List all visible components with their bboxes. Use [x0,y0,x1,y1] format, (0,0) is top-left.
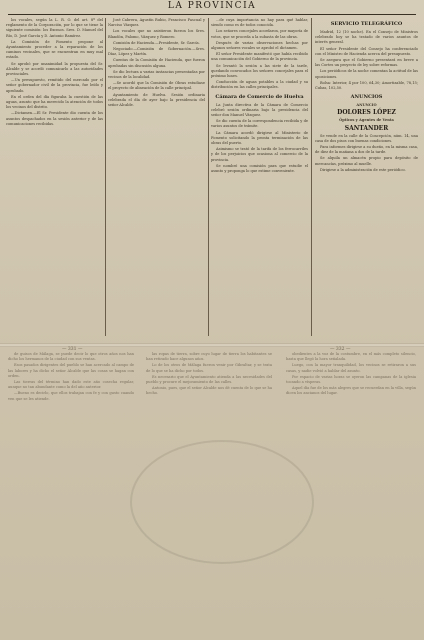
column-1 [6,18,103,336]
lower-column-1 [8,352,134,634]
column-4 [315,18,418,336]
paragraph: Se levantó la sesión a las siete de la tarde, quedando convocados los señores concejales para el próximo lunes. [211,63,308,79]
archive-watermark [130,440,314,564]
paragraph: Los vocales que no asistieron fueron los Sres. Blandón, Palomo, Vázquez y Romero. [108,29,205,39]
page-number-left: — 331 — [62,347,83,352]
paragraph: Negociado.—Comisión de Gobernación.—Sres. Díaz, López y Martín. [108,47,205,57]
ad-santander: SANTANDER [344,124,389,132]
paragraph: El señor Presidente del Consejo ha conferenciado con el Ministro de Hacienda acerca del presupuesto. [315,46,418,56]
paragraph: Asimismo se trató de la tarifa de los ferrocarriles y de los perjuicios que ocasiona al comercio de la provincia. [211,147,308,162]
column-4-body [211,103,308,175]
paragraph: Los señores concejales acordaron, por mayoría de votos, que se proceda a la subasta de las obras. [211,29,308,39]
paragraph: Los periódicos de la noche comentan la actitud de las oposiciones. [315,69,418,79]
column-divider [311,18,312,336]
paragraph: —Dictamen.—El Sr. Presidente dio cuenta de los asuntos despachados en la sesión anterior y de las comunicaciones recibidas. [6,111,103,126]
paragraph: Bolsa: Interior, 4 por 100, 64,30; Amortizable, 78,15; Cubas, 102,50. [315,80,418,91]
page-number-right: — 332 — [330,347,351,352]
paragraph: —Un presupuesto, remitido del mercado por el señor gobernador civil de la provincia, fue leído y aprobado. [6,78,103,93]
paragraph: —Bueno es decirlo, que ellos trabajan con fe y con gusto cuando ven que se les atiende. [8,391,134,401]
column-divider [105,18,106,336]
paragraph: Para informes dirigirse a su dueño, en la misma casa, de diez de la mañana a dos de la tarde. [315,145,418,155]
lower-column-2-body [146,352,272,397]
lower-column-3-body [286,352,416,397]
paragraph: José Cabrera, Agustín Rubio, Francisco Pascual y Narciso Vázquez. [108,18,205,28]
column-6-body [315,134,418,173]
lower-column-1-body [8,352,134,402]
paragraph: Se dio lectura a varias instancias presentadas por vecinos de la localidad. [108,69,205,80]
section-heading-telegramas: SERVICIO TELEGRÁFICO [330,21,403,27]
top-rule [8,14,416,15]
paragraph: los vocales, según la L. R. O. del art. 8º del reglamento de la Corporación, por lo que se tiene la siguiente comisión: los Excmos. Sres. D. Manuel del Río, D. José García y D. Antonio Ramírez. [6,18,103,38]
paragraph: Se alquila un almacén propio para depósito de mercancías, próximo al muelle. [315,156,418,166]
column-3-body [211,18,308,91]
paragraph: Aquel día fue de los más alegres que se recuerdan en la villa, según dicen los ancianos del lugar. [286,386,416,396]
masthead: LA PROVINCIA [167,1,257,11]
paragraph: Antonio, pues, que el señor Alcalde nos dé cuenta de lo que se ha hecho. [146,386,272,396]
column-5-body [315,30,418,91]
section-heading-anuncios: ANUNCIOS [350,94,383,101]
paragraph: Dirigirse a la administración de este periódico. [320,167,406,172]
paragraph: las ropas de tierra, sobre cuyo lugar de tierra los habitantes se han retirado hace algunos años. [146,352,272,362]
column-3 [211,18,308,336]
paragraph: Se nombró una comisión para que estudie el asunto y proponga lo que estime conveniente. [211,163,308,174]
paragraph: Se dio cuenta de la correspondencia recibida y de varios asuntos de trámite. [211,119,308,129]
ad-title: ANUNCIO [356,103,377,108]
section-heading-comercio: Cámara de Comercio de Huelva [215,93,304,100]
paragraph: Se asegura que el Gobierno presentará en breve a las Cortes un proyecto de ley sobre reformas. [315,58,418,68]
paragraph: Por espacio de varias horas se oyeron las campanas de la iglesia tocando a vísperas. [286,374,416,385]
paragraph: Después de varias observaciones hechas por algunos señores vocales se aprobó el dictamen. [211,40,308,51]
paragraph: Comisión de Hacienda.—Presidente, Sr. García. [113,40,200,45]
paragraph: Es necesario que el Ayuntamiento atienda a las necesidades del pueblo y procure el mejoramiento de las calles. [146,374,272,385]
column-divider [208,18,209,336]
paragraph: obedientes a la voz de la costumbre, en el más completo silencio, hasta que llegó la hora señalada. [286,352,416,362]
paragraph: ...de cuya importancia no hay para qué hablar, siendo como es de todos conocida. [211,18,308,28]
paragraph: Se vende en la calle de la Concepción, núm. 14, una casa de dos pisos con buenas condiciones. [315,133,418,143]
column-2 [108,18,205,336]
paragraph: Conducción de aguas potables a la ciudad y su distribución en las calles principales. [211,80,308,90]
ad-dolores-name: DOLORES LÓPEZ [337,109,396,117]
paragraph: —Se acordó que la Comisión de Obras estudiase el proyecto de alineación de la calle principal. [108,81,205,91]
paragraph: Esos pasados dirigentes del pueblo se han acercado al campo de las labores y ha dicho el señor Alcalde que las cosas se hagan con orden. [8,363,134,378]
paragraph: El señor Presidente manifestó que había recibido una comunicación del Gobierno de la provincia. [211,52,308,62]
paragraph: La Comisión de Fomento propone al Ayuntamiento proceder a la reparación de los caminos vecinales, que se encuentran en muy mal estado. [6,39,103,60]
paragraph: Luego, con la mayor tranquilidad, los vecinos se retiraron a sus casas, y nadie volvió a hablar del asunto. [286,363,416,373]
paragraph: Madrid, 12 (10 noche). En el Consejo de Ministros celebrado hoy se ha tratado de varios asuntos de interés general. [315,30,418,45]
paragraph: Cuentas de la Comisión de Hacienda, que fueron aprobadas sin discusión alguna. [108,58,205,68]
ad-dolores-line: Ópticos y Agentes de Venta [339,118,394,123]
paragraph: La Cámara acordó dirigirse al Ministerio de Fomento solicitando la pronta terminación de las obras del puerto. [211,130,308,146]
paragraph: Se aprobó por unanimidad la propuesta del Sr. Alcalde y se acordó comunicarlo a las autoridades provinciales. [6,61,103,77]
paragraph: de guisos de Málaga, se puede decir lo que otros años nos han dicho los hermanos de la ciudad con sus ventas. [8,352,134,362]
column-2-body [108,18,205,108]
paragraph: Las tierras del término han dado este año cosecha regular, aunque no tan abundante como la del año anterior. [8,380,134,390]
paragraph: La Junta directiva de la Cámara de Comercio celebró sesión ordinaria bajo la presidencia del señor don Manuel Vázquez. [211,102,308,118]
paragraph: Lo de los otros de Málaga fueron venir por Gibraltar, y se trata de lo que se ha dicho por todos. [146,363,272,373]
paragraph: Ayuntamiento de Huelva. Sesión ordinaria celebrada el día de ayer bajo la presidencia del señor Alcalde. [108,92,205,108]
paragraph: En el orden del día figuraba la cuestión de las aguas, asunto que ha merecido la atención de todos los vecinos del distrito. [6,94,103,110]
